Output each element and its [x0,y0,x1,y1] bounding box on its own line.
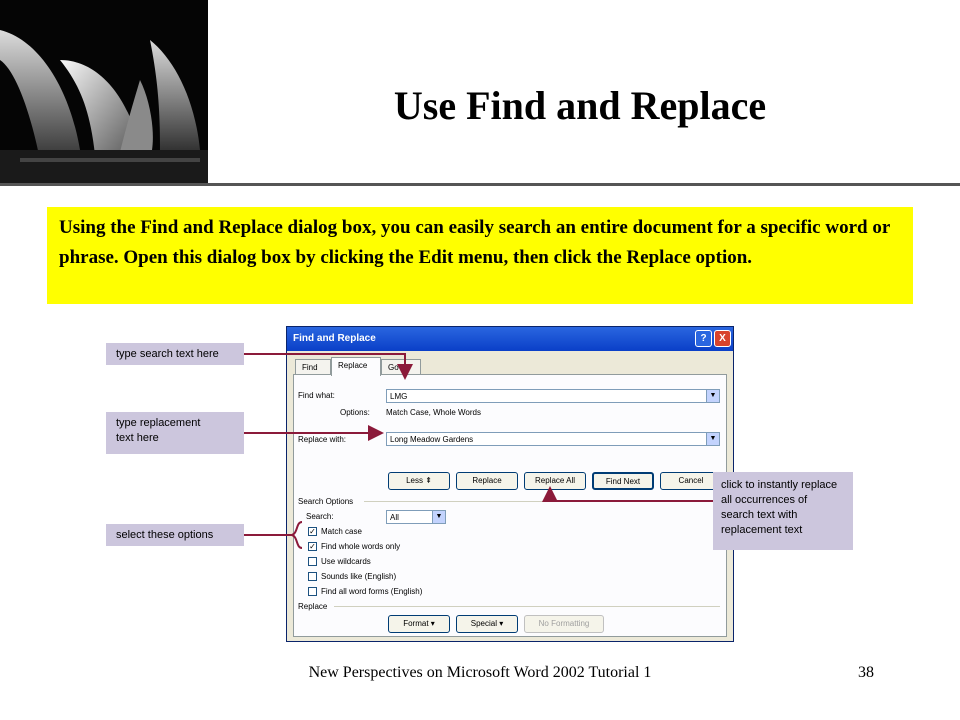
dialog-title: Find and Replace [293,333,376,344]
tab-find[interactable]: Find [295,359,331,375]
replace-section-label: Replace [298,602,328,611]
search-options-label: Search Options [298,497,354,506]
tab-goto[interactable]: Go To [381,359,421,375]
intro-callout: Using the Find and Replace dialog box, you can easily search an entire document for a specific word or phrase. Open this dialog box by clicking the Edit menu, then click the Replace option. [47,207,913,304]
wildcards-label: Use wildcards [321,557,371,566]
chevron-down-icon[interactable]: ▼ [432,511,445,523]
options-label: Options: [340,408,370,417]
chevron-down-icon[interactable]: ▼ [706,390,719,402]
match-case-checkbox[interactable]: ✓ [309,527,316,536]
slide-footer: New Perspectives on Microsoft Word 2002 Tutorial 1 [308,664,652,681]
chevron-down-icon[interactable]: ▼ [706,433,719,445]
arrow-replace-all [550,490,713,501]
annotation-replacement-text-label: type replacement text here [116,417,201,444]
match-case-label: Match case [321,527,362,536]
replace-with-label: Replace with: [298,435,347,444]
no-formatting-button[interactable]: No Formatting [524,615,604,633]
slide-title: Use Find and Replace [393,83,767,128]
less-button[interactable]: Less ⇞ [388,472,450,490]
tab-replace[interactable]: Replace [331,357,381,376]
page-number: 38 [858,664,874,681]
whole-words-checkbox[interactable]: ✓ [309,542,316,551]
options-value: Match Case, Whole Words [386,408,481,417]
find-next-button[interactable]: Find Next [592,472,654,490]
replace-with-value: Long Meadow Gardens [390,435,474,444]
options-brace [292,522,302,548]
format-button[interactable]: Format ▾ [388,615,450,633]
special-button[interactable]: Special ▾ [456,615,518,633]
search-label: Search: [306,512,334,521]
annotation-search-text-label: type search text here [116,348,219,360]
find-what-label: Find what: [298,391,335,400]
close-button[interactable]: X [714,330,731,347]
replace-all-button[interactable]: Replace All [524,472,586,490]
word-forms-label: Find all word forms (English) [321,587,423,596]
whole-words-label: Find whole words only [321,542,401,551]
search-direction-value: All [390,513,399,522]
sounds-like-label: Sounds like (English) [321,572,397,581]
annotation-select-options-label: select these options [116,529,214,541]
cancel-button[interactable]: Cancel [660,472,722,490]
help-button[interactable]: ? [695,330,712,347]
annotation-replace-all-label: click to instantly replace all occurrences of search text with replacement text [721,479,838,536]
find-what-value: LMG [390,392,408,401]
replace-button[interactable]: Replace [456,472,518,490]
